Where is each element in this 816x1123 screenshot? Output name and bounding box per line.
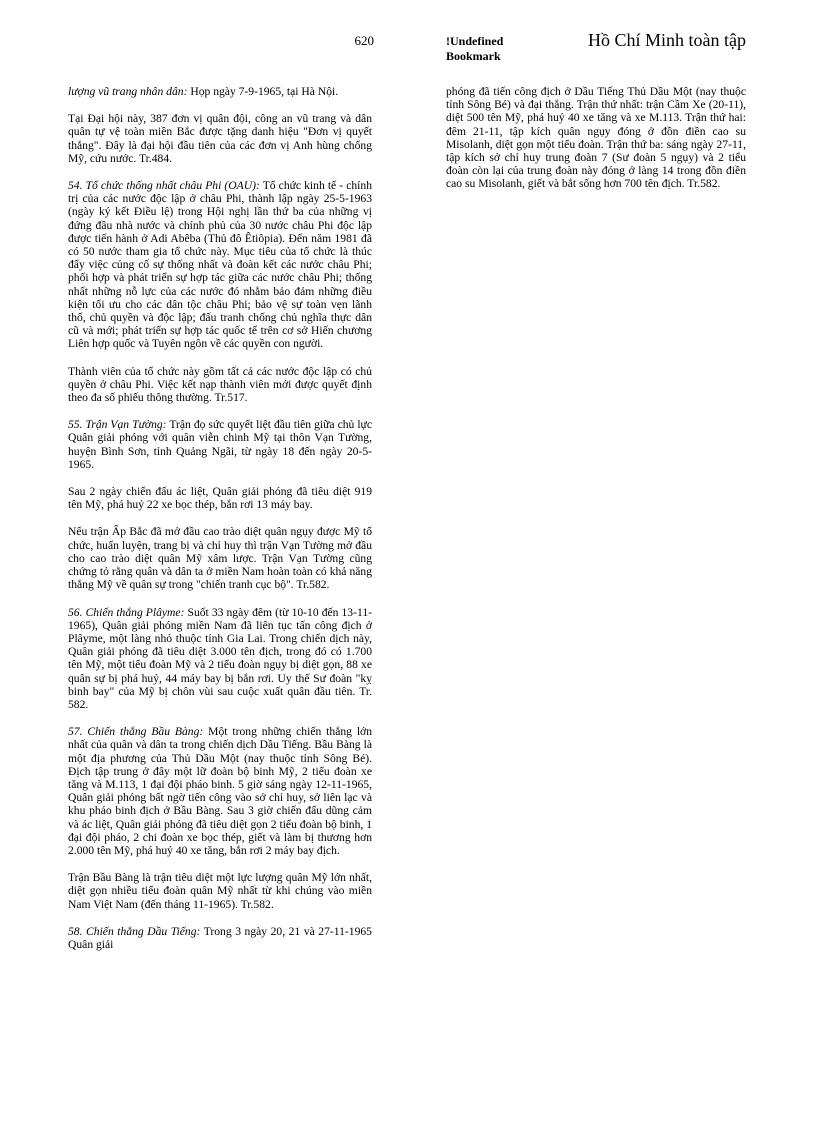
paragraph-text: Suốt 33 ngày đêm (từ 10-10 đến 13-11-1965), Quân giải phóng miền Nam đã liên tục tấn công địch ở Plâyme, một làng nhỏ thuộc tỉnh Gia Lai. Trong chiến dịch này, Quân giải phóng đã tiêu diệt 3.000 tên địch, trong đó có 1.700 tên Mỹ, một tiểu đoàn Mỹ và 2 tiểu đoàn ngụy bị diệt gọn, 88 xe quân sự bị phá huỷ, 44 máy bay bị bắn rơi. Uy thế Sư đoàn "kỵ binh bay" của Mỹ bị chôn vùi sau cuộc xuất quân đầu tiên. Tr. 582.	[68, 605, 372, 711]
paragraph	[68, 85, 372, 98]
paragraph	[68, 365, 372, 405]
page-number: 620	[354, 33, 374, 48]
paragraph-heading: 55. Trận Vạn Tường:	[68, 418, 167, 432]
paragraph-text: Trận đọ sức quyết liệt đầu tiên giữa chủ lực Quân giải phóng với quân viễn chinh Mỹ tại thôn Vạn Tường, huyện Bình Sơn, tỉnh Quảng Ngãi, từ ngày 18 đến ngày 20-5-1965.	[68, 418, 372, 471]
paragraph-text: Trong 3 ngày 20, 21 và 27-11-1965 Quân giải	[68, 924, 372, 951]
book-title: Hồ Chí Minh toàn tập	[588, 30, 746, 50]
paragraph-heading: 54. Tổ chức thống nhất châu Phi (OAU):	[68, 179, 260, 193]
paragraph	[446, 85, 746, 191]
paragraph	[68, 485, 372, 511]
paragraph	[68, 725, 372, 857]
paragraph	[68, 418, 372, 471]
paragraph-text: Sau 2 ngày chiến đấu ác liệt, Quân giải phóng đã tiêu diệt 919 tên Mỹ, phá huỷ 22 xe bọc thép, bắn rơi 13 máy bay.	[68, 485, 372, 512]
paragraph	[68, 525, 372, 591]
paragraph-heading: lượng vũ trang nhân dân:	[68, 85, 188, 98]
paragraph-text: Tại Đại hội này, 387 đơn vị quân đội, công an vũ trang và dân quân tự vệ toàn miền Bắc được tặng danh hiệu "Đơn vị quyết thắng". Đây là đại hội đầu tiên của các đơn vị Anh hùng chống Mỹ, cứu nước. Tr.484.	[68, 112, 372, 165]
paragraph-text: Nếu trận Ấp Bắc đã mở đầu cao trào diệt quân ngụy được Mỹ tổ chức, huấn luyện, trang bị và chỉ huy thì trận Vạn Tường mở đầu cho cao trào diệt quân Mỹ xâm lược. Trận Vạn Tường cũng chứng tỏ rằng quân và dân ta ở miền Nam hoàn toàn có khả năng thắng Mỹ về quân sự trong "chiến tranh cục bộ". Tr.582.	[68, 525, 372, 592]
right-column	[446, 85, 746, 205]
paragraph-text: Thành viên của tổ chức này gồm tất cả các nước độc lập có chủ quyền ở châu Phi. Việc kết nạp thành viên mới được quyết định theo đa số phiếu thông thường. Tr.517.	[68, 364, 372, 405]
paragraph-heading: 58. Chiến thắng Dầu Tiếng:	[68, 924, 201, 938]
undefined-bookmark-text: !Undefined Bookmark	[446, 34, 504, 63]
paragraph	[68, 871, 372, 911]
paragraph-text: Một trong những chiến thắng lớn nhất của quân và dân ta trong chiến dịch Dầu Tiếng. Bầu Bàng là một địa phương của Thủ Dầu Một (nay thuộc tỉnh Sông Bé). Địch tập trung ở đây một lữ đoàn bộ binh Mỹ, 2 tiểu đoàn xe tăng và M.113, 1 đại đội pháo binh. 5 giờ sáng ngày 12-11-1965, Quân giải phóng bất ngờ tiến công vào sở chỉ huy, sở liên lạc và khu pháo binh địch ở Bầu Bàng. Sau 3 giờ chiến đấu dũng cảm và ác liệt, Quân giải phóng đã tiêu diệt gọn 2 tiểu đoàn bộ binh, 1 đại đội pháo, 2 chi đoàn xe bọc thép, giết và làm bị thương hơn 2.000 tên Mỹ, phá huỷ 40 xe tăng, bắn rơi 2 máy bay địch.	[68, 725, 372, 857]
paragraph	[68, 112, 372, 165]
paragraph-text: Họp ngày 7-9-1965, tại Hà Nội.	[187, 85, 339, 98]
paragraph-text: phóng đã tiến công địch ở Dầu Tiếng Thủ Dầu Một (nay thuộc tỉnh Sông Bé) và đại thắng. Trận thứ nhất: trận Cầm Xe (20-11), diệt 500 tên Mỹ, phá huỷ 40 xe tăng và xe M.113. Trận thứ hai: đêm 21-11, tập kích quân ngụy đóng ở đồn điền cao su Misolanh, diệt gọn một tiểu đoàn. Trận thứ ba: sáng ngày 27-11, tập kích sở chỉ huy trung đoàn 7 (Sư đoàn 5 ngụy) và 2 tiểu đoàn còn lại của trung đoàn này đóng ở làng 14 trong đồn điền cao su Misolanh, giết và bắt sống hơn 700 tên địch. Tr.582.	[446, 85, 746, 191]
paragraph-text: Trận Bầu Bàng là trận tiêu diệt một lực lượng quân Mỹ lớn nhất, diệt gọn nhiều tiểu đoàn quân Mỹ nhất từ khi chúng vào miền Nam Việt Nam (đến tháng 11-1965). Tr.582.	[68, 871, 372, 911]
paragraph	[68, 606, 372, 712]
paragraph-text: Tổ chức kinh tế - chính trị của các nước độc lập ở châu Phi, thành lập ngày 25-5-1963 (ngày ký kết Điều lệ) trong Hội nghị lần thứ ba của những vị đứng đầu nhà nước và chính phủ của 30 nước châu Phi độc lập được tiến hành ở Adi Abêba (Thủ đô Êtiôpia). Đến năm 1981 đã có 50 nước tham gia tổ chức này. Mục tiêu của tổ chức là thúc đẩy việc củng cố sự thống nhất và đoàn kết các nước châu Phi; phối hợp và phát triển sự hợp tác giữa các nước châu Phi; thống nhất những nỗ lực của các nước đó nhằm bảo đảm những điều kiện tối ưu cho các dân tộc châu Phi; bảo vệ sự toàn vẹn lãnh thổ, chủ quyền và độc lập; đấu tranh chống chủ nghĩa thực dân cũ và mới; phát triển sự hợp tác quốc tế trên cơ sở Hiến chương Liên hợp quốc và Tuyên ngôn về các quyền con người.	[68, 179, 372, 351]
paragraph	[68, 925, 372, 951]
paragraph-heading: 56. Chiến thắng Plâyme:	[68, 605, 185, 619]
paragraph	[68, 179, 372, 351]
left-column	[68, 85, 372, 965]
paragraph-heading: 57. Chiến thắng Bầu Bàng:	[68, 725, 204, 739]
